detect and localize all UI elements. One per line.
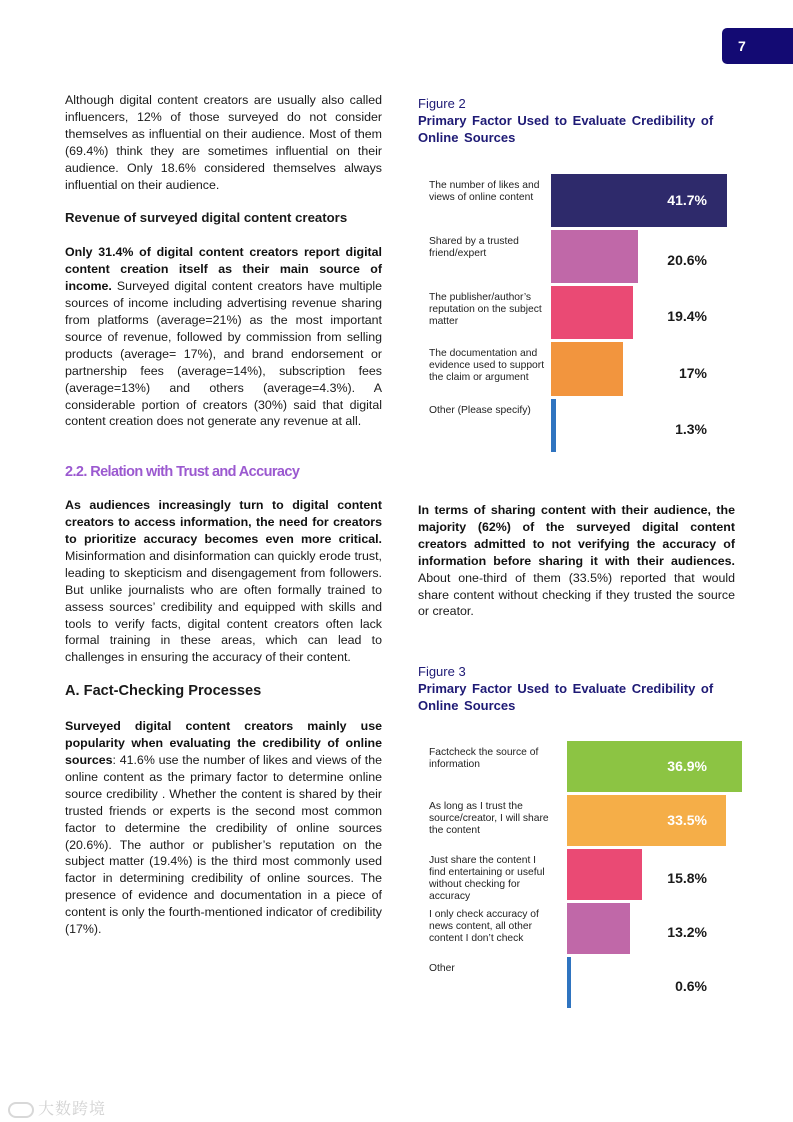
bar-label: I only check accuracy of news content, all other content I don’t check <box>429 909 539 944</box>
revenue-body: Surveyed digital content creators have multiple sources of income including advertising revenue sharing from platforms (average=21%) as the most important source of revenue, followed by commission from selling products (average= 17%), and brand endorsement or partnership fees (average=14%), subscription fees (average=13%) and others (average=4.3%). A considerable portion of creators (30%) said that digital content creation does not generate any revenue at all. <box>65 279 382 429</box>
bar <box>551 342 623 396</box>
figure-2-label: Figure 2 <box>418 96 466 111</box>
watermark <box>8 1096 106 1119</box>
figure-3-header <box>418 664 735 714</box>
bar-label: The documentation and evidence used to support the claim or argument <box>429 348 545 383</box>
bar-value-label: 20.6% <box>667 252 707 269</box>
bar-value-label: 33.5% <box>667 812 707 829</box>
bar-value-label: 17% <box>678 364 707 381</box>
figure-2-header <box>418 96 735 146</box>
bar <box>551 286 633 339</box>
right-column-text <box>418 502 735 620</box>
bar <box>551 399 556 452</box>
sharing-body: About one-third of them (33.5%) reported that would share content without checking if they trusted the source or creator. <box>418 570 735 619</box>
revenue-heading: Revenue of surveyed digital content creators <box>65 210 348 226</box>
bar <box>567 741 742 792</box>
bar-label: Just share the content I find entertaining or useful without checking for accuracy <box>429 855 545 902</box>
bar-label: Other <box>429 963 455 974</box>
bar <box>567 849 642 900</box>
bar-label: Factcheck the source of information <box>429 747 539 770</box>
bar-value-label: 13.2% <box>667 924 707 941</box>
bar-label: As long as I trust the source/creator, I will share the content <box>429 801 549 836</box>
trust-lead: As audiences increasingly turn to digital content creators to access information, the need for creators to prioritize accuracy becomes even more critical. <box>65 498 382 547</box>
figure-3-chart <box>429 741 749 1026</box>
bar-value-label: 1.3% <box>675 421 707 438</box>
watermark-text: 大数跨境 <box>38 1101 107 1118</box>
bar-label: Other (Please specify) <box>429 405 531 416</box>
bar <box>551 230 638 283</box>
bar-label: Shared by a trusted friend/expert <box>429 236 519 259</box>
sharing-paragraph <box>418 502 735 620</box>
watermark-logo-icon <box>8 1102 34 1118</box>
revenue-paragraph <box>65 244 382 430</box>
page-number-badge <box>722 28 793 64</box>
bar <box>567 957 571 1008</box>
bar-value-label: 19.4% <box>667 308 707 325</box>
section-title-trust-accuracy: 2.2. Relation with Trust and Accuracy <box>65 464 300 481</box>
figure-2-title: Primary Factor Used to Evaluate Credibility of Online Sources <box>418 113 714 145</box>
bar-label: The publisher/author’s reputation on the subject matter <box>429 292 542 327</box>
revenue-lead: Only 31.4% of digital content creators report digital content creation itself as their main source of income. <box>65 245 382 294</box>
left-column <box>65 92 382 938</box>
factcheck-body: : 41.6% use the number of likes and views of the online content as the primary factor to determine online source credibility . Whether the content is shared by their trusted friends or experts is the second most common factor to determine the credibility of online sources (20.6%). The author or publisher’s reputation on the subject matter (19.4%) is the third most commonly used factor in determining credibility of online sources. The presence of evidence and documentation in a piece of content is only the fourth-mentioned indicator of credibility (17%). <box>65 753 382 937</box>
bar-label: The number of likes and views of online content <box>429 180 540 203</box>
sharing-lead: In terms of sharing content with their audience, the majority (62%) of the surveyed digital content creators admitted to not verifying the accuracy of information before sharing it with their audiences. <box>418 503 735 568</box>
page-number: 7 <box>738 38 746 54</box>
factcheck-lead: Surveyed digital content creators mainly use popularity when evaluating the credibility of online sources <box>65 719 382 767</box>
bar-value-label: 0.6% <box>675 978 707 995</box>
bar <box>567 903 630 954</box>
factcheck-paragraph <box>65 718 382 938</box>
figure-2-chart <box>429 174 749 469</box>
trust-paragraph <box>65 497 382 666</box>
figure-3-title: Primary Factor Used to Evaluate Credibility of Online Sources <box>418 681 714 713</box>
bar-value-label: 41.7% <box>667 192 707 209</box>
bar-value-label: 36.9% <box>667 758 707 775</box>
intro-paragraph: Although digital content creators are usually also called influencers, 12% of those surveyed do not consider themselves as influential on their audience. Most of them (69.4%) think they are sometimes influential on their audience. Only 18.6% considered themselves always influential on their audience. <box>65 93 382 192</box>
bar-value-label: 15.8% <box>667 870 707 887</box>
trust-body: Misinformation and disinformation can quickly erode trust, leading to skepticism and disengagement from followers. But unlike journalists who are often formally trained to assess sources’ credibility and equipped with skills and tools to verify facts, digital content creators often lack formal training in these areas, which can lead to challenges in ensuring the accuracy of their content. <box>65 548 382 665</box>
figure-3-label: Figure 3 <box>418 664 466 679</box>
factcheck-heading: A. Fact-Checking Processes <box>65 683 262 700</box>
